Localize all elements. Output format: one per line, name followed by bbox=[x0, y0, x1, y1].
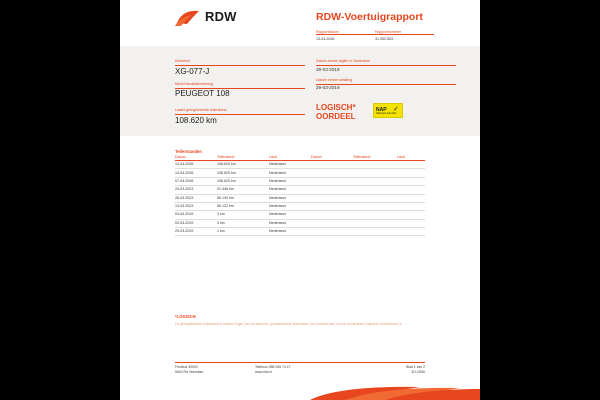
cell-tellerstand-right bbox=[353, 171, 397, 176]
cell-land: Nederland bbox=[269, 212, 286, 217]
footnote-title: *LOGISCH bbox=[175, 314, 196, 319]
cell-datum: 26-03-2023 bbox=[175, 195, 194, 200]
footer-pageinfo bbox=[355, 365, 425, 375]
document-footer bbox=[175, 362, 425, 375]
table-row bbox=[175, 169, 425, 177]
cell-land-right bbox=[397, 229, 425, 234]
cell-land: Nederland bbox=[269, 170, 286, 175]
cell-tellerstand: 3 km bbox=[217, 212, 225, 217]
cell-tellerstand-right bbox=[353, 204, 397, 209]
cell-land: Nederland bbox=[269, 204, 286, 209]
cell-land-right bbox=[397, 212, 425, 217]
cell-tellerstand: 59.130 km bbox=[217, 195, 234, 200]
licence-plate-label: Kenteken bbox=[175, 59, 191, 63]
cell-tellerstand: 108.620 km bbox=[217, 170, 236, 175]
footer-address bbox=[175, 365, 255, 375]
cell-datum-right bbox=[311, 179, 353, 184]
make-model-label: Merk/Handelsbenaming bbox=[175, 81, 213, 86]
cell-tellerstand: 108.620 km bbox=[217, 162, 236, 167]
col-datum-left: Datum bbox=[175, 155, 186, 159]
make-model-value: PEUGEOT 108 bbox=[175, 89, 230, 98]
cell-datum: 04-04-2019 bbox=[175, 212, 194, 217]
footer-decoration bbox=[120, 386, 480, 400]
cell-datum-right bbox=[311, 229, 353, 234]
vehicle-info-panel bbox=[120, 46, 480, 136]
nap-subtitle: Nationale Auto Pas bbox=[376, 112, 397, 115]
cell-datum-right bbox=[311, 204, 353, 209]
cell-land: Nederland bbox=[269, 162, 286, 167]
licence-plate-value: XG-077-J bbox=[175, 66, 210, 76]
col-land-left: Land bbox=[269, 155, 277, 159]
cell-tellerstand-right bbox=[353, 221, 397, 226]
report-date-label: Rapportdatum bbox=[316, 30, 339, 34]
footer-website[interactable]: www.rdw.nl bbox=[255, 370, 272, 375]
cell-datum: 29-03-2019 bbox=[175, 229, 194, 234]
cell-land-right bbox=[397, 204, 425, 209]
table-body bbox=[175, 161, 425, 236]
page-title: RDW-Voertuigrapport bbox=[316, 11, 423, 23]
cell-tellerstand-right bbox=[353, 187, 397, 192]
footer-doc-code: 3G-NSW bbox=[411, 370, 425, 375]
cell-tellerstand-right bbox=[353, 162, 397, 167]
cell-tellerstand: 59.122 km bbox=[217, 204, 234, 209]
cell-datum: 03-04-2019 bbox=[175, 220, 194, 225]
first-admission-label: Datum eerste toelating bbox=[316, 77, 353, 82]
footnote-block bbox=[175, 313, 425, 327]
report-number-value: 31.052.603 bbox=[375, 37, 393, 41]
cell-land-right bbox=[397, 196, 425, 201]
cell-datum: 13-04-2026 bbox=[175, 170, 194, 175]
cell-tellerstand-right bbox=[353, 229, 397, 234]
vehicle-info-left bbox=[175, 58, 305, 126]
table-title: Tellerstanden bbox=[175, 149, 202, 154]
check-icon: ✓ bbox=[393, 106, 399, 113]
judgement-block bbox=[316, 103, 356, 121]
cell-land: Nederland bbox=[269, 178, 286, 183]
cell-datum: 13-04-2026 bbox=[175, 162, 194, 167]
brand-name: RDW bbox=[205, 9, 237, 24]
judgement-line-2: OORDEEL bbox=[316, 112, 356, 121]
cell-datum: 24-03-2023 bbox=[175, 187, 194, 192]
table-row bbox=[175, 211, 425, 219]
footer-page-number: Blad 1 van 2 bbox=[406, 365, 425, 369]
table-row bbox=[175, 161, 425, 169]
cell-land: Nederland bbox=[269, 187, 286, 192]
col-land-right: Land bbox=[397, 155, 405, 159]
cell-tellerstand: 1 km bbox=[217, 229, 225, 234]
report-number-label: Rapportnummer bbox=[375, 30, 401, 34]
cell-datum-right bbox=[311, 196, 353, 201]
footer-contact bbox=[255, 365, 355, 375]
col-datum-right: Datum bbox=[311, 155, 322, 159]
cell-datum: 07-04-2026 bbox=[175, 178, 194, 183]
cell-land: Nederland bbox=[269, 220, 286, 225]
footnote-text: De geregistreerde tellerstand is telkens hoger dan de daarvoor geregistreerde tellerstand. Als voertuist dan ook de achterstand ingeschr verkleinbaar is. bbox=[175, 322, 403, 326]
table-row bbox=[175, 178, 425, 186]
first-nl-registration-label: Datum eerste afgifte in Nederland bbox=[316, 59, 370, 63]
cell-tellerstand-right bbox=[353, 179, 397, 184]
cell-land: Nederland bbox=[269, 229, 286, 234]
report-date-value: 13-04-2026 bbox=[316, 37, 335, 41]
table-row bbox=[175, 228, 425, 236]
table-row bbox=[175, 195, 425, 203]
last-odometer-value: 108.620 km bbox=[175, 115, 217, 125]
document-page bbox=[120, 0, 480, 400]
nap-label: NAP bbox=[376, 106, 387, 113]
cell-datum-right bbox=[311, 212, 353, 217]
cell-tellerstand: 3 km bbox=[217, 220, 225, 225]
first-admission-value: 29-03-2019 bbox=[316, 85, 340, 90]
document-header bbox=[120, 0, 480, 46]
cell-land-right bbox=[397, 221, 425, 226]
footer-phone: Telefoon 088 008 74 47 bbox=[255, 365, 291, 369]
footer-address-line1: Postbus 30000 bbox=[175, 365, 198, 369]
cell-datum-right bbox=[311, 162, 353, 167]
table-row bbox=[175, 186, 425, 194]
cell-tellerstand: 91.346 km bbox=[217, 187, 234, 192]
nap-badge bbox=[373, 103, 403, 118]
rdw-flame-icon bbox=[175, 10, 201, 27]
cell-datum-right bbox=[311, 221, 353, 226]
cell-tellerstand-right bbox=[353, 196, 397, 201]
vehicle-info-right bbox=[316, 58, 456, 91]
col-tellerstand-left: Tellerstand bbox=[217, 155, 235, 159]
cell-tellerstand-right bbox=[353, 212, 397, 217]
cell-land-right bbox=[397, 162, 425, 167]
footer-address-line2: 9640 RA Veendam bbox=[175, 370, 204, 375]
table-row bbox=[175, 203, 425, 211]
cell-tellerstand: 108.620 km bbox=[217, 178, 236, 183]
cell-land-right bbox=[397, 179, 425, 184]
cell-land: Nederland bbox=[269, 195, 286, 200]
cell-datum-right bbox=[311, 171, 353, 176]
judgement-line-1: LOGISCH* bbox=[316, 103, 356, 112]
col-tellerstand-right: Tellerstand bbox=[353, 155, 371, 159]
cell-land-right bbox=[397, 171, 425, 176]
last-odometer-label: Laatst geregistreerde tellerstand bbox=[175, 108, 227, 112]
cell-datum-right bbox=[311, 187, 353, 192]
cell-datum: 13-03-2023 bbox=[175, 204, 194, 209]
table-row bbox=[175, 220, 425, 228]
first-nl-registration-value: 29-03-2019 bbox=[316, 66, 340, 72]
cell-land-right bbox=[397, 187, 425, 192]
odometer-table bbox=[175, 148, 425, 236]
